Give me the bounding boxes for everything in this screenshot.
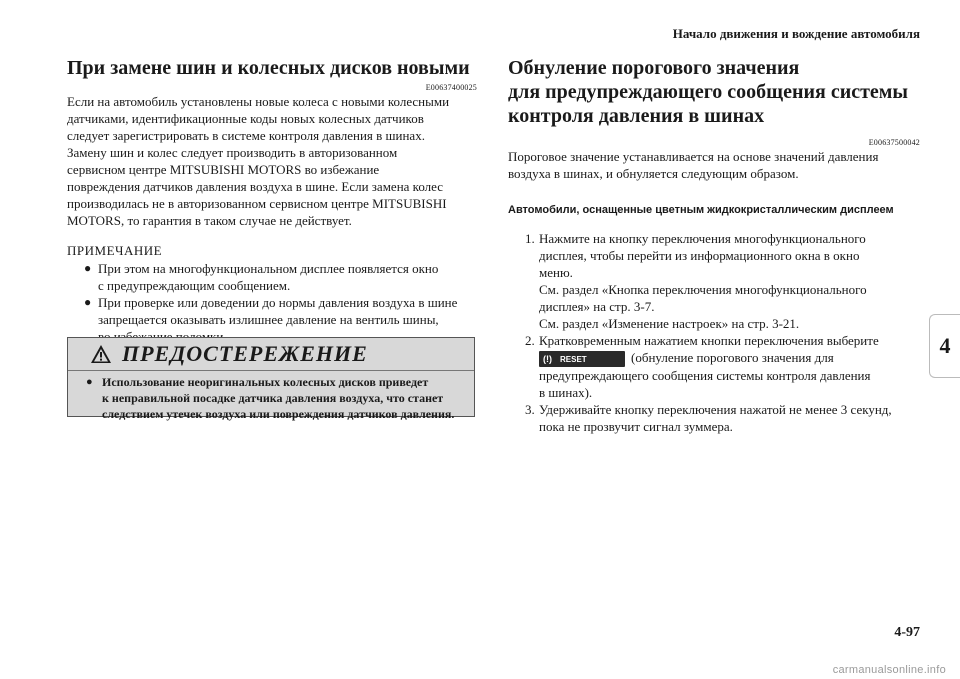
warning-title-bar — [68, 338, 474, 371]
paragraph-line: производилась не в авторизованном сервисном центре MITSUBISHI — [67, 196, 447, 211]
bullet-icon: ● — [84, 295, 92, 309]
section-heading-tire-replacement: При замене шин и колесных дисков новыми — [67, 57, 470, 79]
bullet-icon: ● — [84, 261, 92, 275]
step-line: дисплея, чтобы перейти из информационного окна в окно — [539, 248, 860, 263]
section-paragraph — [67, 93, 477, 229]
step-item — [508, 230, 920, 332]
section-code: E00637500042 — [868, 138, 920, 147]
sub-heading: Автомобили, оснащенные цветным жидкокристаллическим дисплеем — [508, 204, 894, 216]
step-line: (обнуление порогового значения для — [631, 350, 834, 365]
section-code: E00637400025 — [425, 83, 477, 92]
step-line: дисплея» на стр. 3-7. — [539, 299, 655, 314]
step-line: в шинах). — [539, 385, 593, 401]
paragraph-line: Замену шин и колес следует производить в авторизованном — [67, 145, 398, 160]
warning-line: к неправильной посадке датчика давления воздуха, что станет — [102, 391, 444, 405]
paragraph-line: Если на автомобиль установлены новые колеса с новыми колесными — [67, 94, 450, 109]
paragraph-line: Пороговое значение устанавливается на основе значений давления — [508, 149, 879, 164]
heading-line: Обнуление порогового значения — [508, 57, 800, 79]
note-list — [67, 260, 477, 345]
step-line: См. раздел «Изменение настроек» на стр. 3-21. — [539, 316, 800, 331]
note-line: При проверке или доведении до нормы давления воздуха в шине — [98, 295, 458, 310]
step-line: меню. — [539, 265, 573, 280]
paragraph-line: сервисном центре MITSUBISHI MOTORS во избежание — [67, 162, 380, 177]
step-number: 1. — [525, 231, 535, 246]
section-paragraph — [508, 148, 920, 182]
note-line: При этом на многофункциональном дисплее появляется окно — [98, 261, 439, 276]
paragraph-line: воздуха в шинах, и обнуляется следующим образом. — [508, 166, 799, 181]
page-number: 4-97 — [894, 625, 920, 640]
note-line: запрещается оказывать излишнее давление на вентиль шины, — [98, 312, 439, 327]
right-column — [508, 56, 920, 435]
warning-triangle-icon — [90, 344, 112, 364]
reset-menu-item — [539, 351, 625, 367]
step-line: См. раздел «Кнопка переключения многофункционального — [539, 282, 867, 297]
warning-box — [67, 337, 475, 421]
step-line: Нажмите на кнопку переключения многофункционального — [539, 231, 866, 246]
warning-item — [78, 374, 464, 422]
step-line: Кратковременным нажатием кнопки переключения выберите — [539, 333, 879, 348]
paragraph-line: повреждения датчиков давления воздуха в шине. Если замена колес — [67, 179, 444, 194]
bullet-icon: ● — [86, 376, 93, 388]
section-heading-threshold-reset — [508, 56, 920, 128]
running-head: Начало движения и вождение автомобиля — [672, 26, 920, 41]
left-column — [67, 56, 477, 345]
note-heading: ПРИМЕЧАНИЕ — [67, 243, 163, 258]
heading-line: контроля давления в шинах — [508, 105, 765, 127]
step-item — [508, 401, 920, 435]
steps-list — [508, 230, 920, 435]
note-item — [67, 260, 477, 294]
paragraph-line: следует зарегистрировать в системе контроля давления в шинах. — [67, 128, 425, 143]
paragraph-line: MOTORS, то гарантия в таком случае не действует. — [67, 213, 352, 228]
tire-pressure-icon: (!) — [543, 353, 552, 364]
note-line: с предупреждающим сообщением. — [98, 278, 291, 293]
step-line: Удерживайте кнопку переключения нажатой не менее 3 секунд, — [539, 402, 892, 418]
step-line: предупреждающего сообщения системы контроля давления — [539, 368, 871, 384]
paragraph-line: датчиками, идентификационные коды новых колесных датчиков — [67, 111, 424, 126]
reset-label: RESET — [560, 354, 587, 364]
warning-line: следствием утечек воздуха или повреждения датчиков давления. — [102, 407, 455, 421]
warning-line: Использование неоригинальных колесных дисков приведет — [102, 375, 429, 389]
heading-line: для предупреждающего сообщения системы — [508, 81, 909, 103]
warning-title: ПРЕДОСТЕРЕЖЕНИЕ — [122, 341, 368, 366]
warning-list — [68, 371, 474, 422]
step-line: пока не прозвучит сигнал зуммера. — [539, 419, 733, 435]
step-number: 3. — [525, 402, 535, 418]
step-number: 2. — [525, 333, 535, 348]
watermark: carmanualsonline.info — [832, 664, 946, 676]
chapter-tab: 4 — [929, 314, 960, 378]
step-item — [508, 332, 920, 401]
